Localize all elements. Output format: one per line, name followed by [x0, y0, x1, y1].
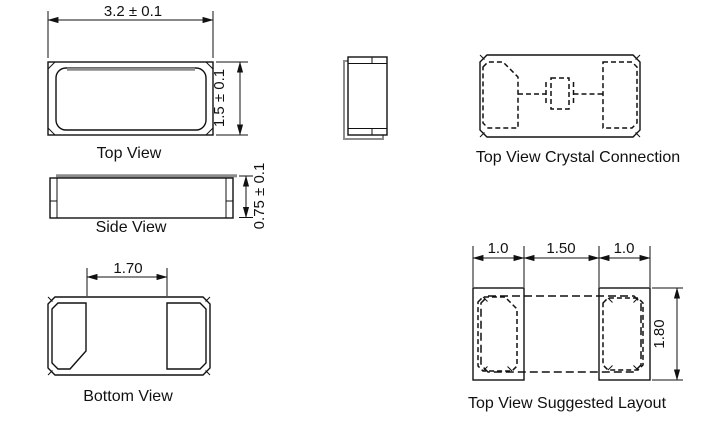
- bottom-view-right-pad: [167, 303, 206, 369]
- layout-left-pad-dashed: [478, 297, 517, 371]
- dim-thickness-text: 0.75 ± 0.1: [251, 162, 268, 230]
- dim-gap-text: 1.50: [546, 240, 576, 257]
- suggested-layout-view: [468, 240, 683, 412]
- dim-pad-gap-text: 1.70: [113, 260, 143, 277]
- dim-layout-height-text: 1.80: [651, 319, 668, 349]
- bottom-view-outline: [48, 297, 210, 375]
- suggested-layout-label: Top View Suggested Layout: [467, 395, 667, 412]
- crystal-right-pad-dashed: [603, 62, 637, 128]
- crystal-symbol: [518, 78, 603, 109]
- layout-horizontal-dimensions: [473, 240, 650, 287]
- bottom-view-gap-dimension: [87, 260, 167, 296]
- top-view-width-dimension: [48, 3, 213, 58]
- top-view: [48, 3, 248, 162]
- crystal-left-pad-dashed: [483, 62, 518, 128]
- crystal-connection-outline: [480, 55, 640, 137]
- layout-height-dimension: [651, 288, 683, 380]
- top-view-lid: [56, 68, 206, 130]
- end-view: [344, 57, 387, 139]
- layout-right-pad-dashed: [603, 298, 643, 370]
- dim-right-pad-text: 1.0: [613, 240, 635, 257]
- top-view-height-dimension: [211, 62, 248, 135]
- dim-height-text: 1.5 ± 0.1: [211, 68, 228, 128]
- side-view: [50, 163, 268, 236]
- end-view-body: [348, 57, 387, 135]
- top-view-label: Top View: [96, 145, 162, 162]
- layout-package-outline-dashed: [481, 296, 641, 372]
- top-view-outline: [48, 62, 213, 135]
- bottom-view: [48, 260, 210, 405]
- side-view-body: [50, 178, 233, 218]
- dim-left-pad-text: 1.0: [487, 240, 509, 257]
- side-view-height-dimension: [239, 163, 268, 230]
- bottom-view-left-pad: [52, 303, 86, 369]
- crystal-connection-label: Top View Crystal Connection: [475, 149, 681, 166]
- dim-width-text: 3.2 ± 0.1: [103, 3, 163, 20]
- bottom-view-label: Bottom View: [83, 388, 173, 405]
- side-view-label: Side View: [95, 219, 167, 236]
- crystal-connection-view: [476, 55, 680, 166]
